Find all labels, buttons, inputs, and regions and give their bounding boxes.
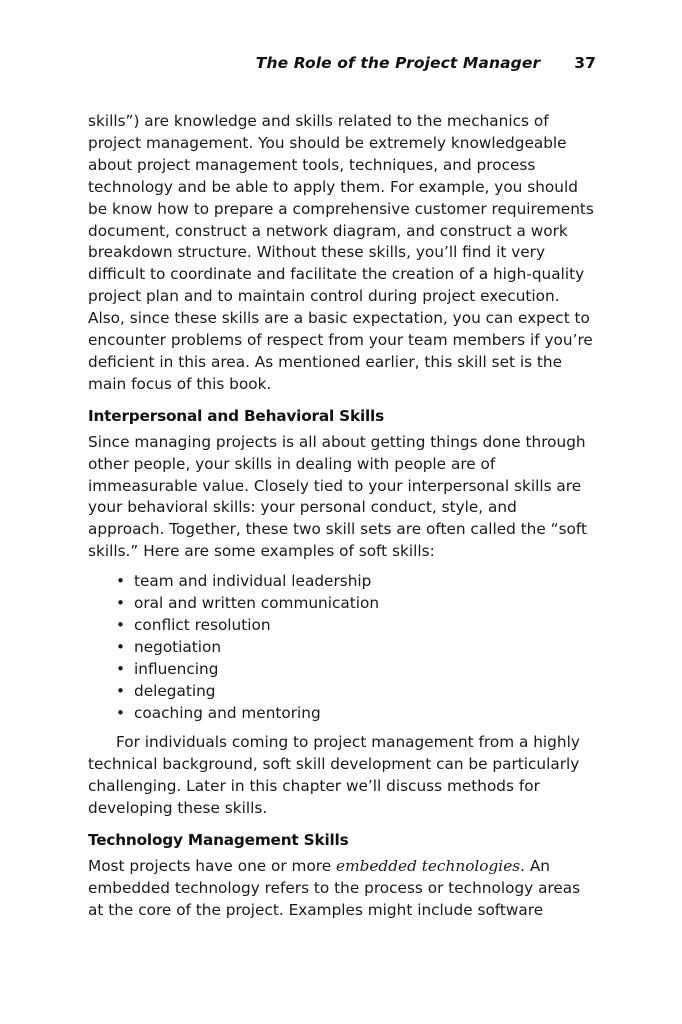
paragraph-text-end: . An embedded technology refers to the process or technology areas at the core of the project. Examples might include software [88, 857, 581, 919]
paragraph-technical-skills: skills”) are knowledge and skills related to the mechanics of project management. You should be extremely knowledgeable about project management tools, techniques, and process technology and be able to apply them. For example, you should be know how to prepare a comprehensive customer requirements document, construct a network diagram, and construct a work breakdown structure. Without these skills, you’ll find it very difficult to coordinate and facilitate the creation of a high-quality project plan and to maintain control during project execution. Also, since these skills are a basic expectation, you can expect to encounter problems of respect from your team members if you’re deficient in this area. As mentioned earlier, this skill set is the main focus of this book. [88, 112, 594, 393]
list-item-text: team and individual leadership [134, 572, 372, 591]
list-item [116, 637, 598, 659]
list-item [116, 659, 598, 681]
bullet-icon: • [116, 615, 126, 634]
bullet-icon: • [116, 594, 126, 613]
bullet-icon: • [116, 703, 126, 722]
paragraph-soft-skill-development: For individuals coming to project management from a highly technical background, soft skill development can be particularly challenging. Later in this chapter we’ll discuss methods for developing these skills. [88, 733, 580, 818]
heading-technology-skills: Technology Management Skills [88, 831, 349, 850]
running-header [256, 54, 596, 72]
heading-interpersonal-skills: Interpersonal and Behavioral Skills [88, 406, 384, 425]
list-item-text: conflict resolution [134, 615, 271, 634]
paragraph-text-start: Most projects have one or more [88, 857, 337, 875]
paragraph-embedded-technologies [88, 856, 598, 922]
list-item [116, 593, 598, 615]
soft-skills-list [88, 571, 598, 724]
bullet-icon: • [116, 637, 126, 656]
bullet-icon: • [116, 659, 126, 678]
emphasis-term: embedded technologies [336, 857, 521, 875]
bullet-icon: • [116, 572, 126, 591]
list-item-text: negotiation [134, 637, 222, 656]
list-item-text: delegating [134, 681, 216, 700]
bullet-icon: • [116, 681, 126, 700]
list-item [116, 571, 598, 593]
list-item [116, 703, 598, 725]
list-item-text: oral and written communication [134, 594, 380, 613]
body-text [88, 111, 598, 922]
list-item-text: coaching and mentoring [134, 703, 321, 722]
paragraph-soft-skills-intro: Since managing projects is all about getting things done through other people, your skills in dealing with people are of immeasurable value. Closely tied to your interpersonal skills are your behavioral skills: your personal conduct, style, and approach. Together, these two skill sets are often called the “soft skills.” Here are some examples of soft skills: [88, 432, 588, 561]
list-item [116, 681, 598, 703]
list-item [116, 615, 598, 637]
page-number: 37 [574, 54, 596, 72]
list-item-text: influencing [134, 659, 219, 678]
running-title: The Role of the Project Manager [255, 54, 541, 72]
